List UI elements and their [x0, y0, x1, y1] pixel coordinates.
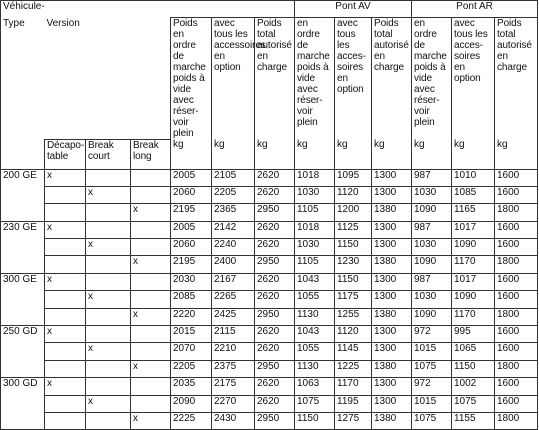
table-row — [1, 186, 538, 203]
weight-value: 2142 — [212, 221, 255, 238]
table-row — [1, 291, 538, 308]
weight-value: 2950 — [255, 308, 295, 325]
weight-value: 1300 — [372, 378, 412, 395]
break-long-mark — [131, 239, 171, 256]
decapotable-header: Décapo-table — [45, 139, 86, 169]
weight-value: 2375 — [212, 360, 255, 377]
decapotable-mark — [45, 239, 86, 256]
break-long-mark — [131, 291, 171, 308]
weight-value: 2005 — [171, 221, 212, 238]
kg-unit: kg — [171, 139, 212, 169]
weight-value: 1600 — [495, 239, 538, 256]
weight-value: 1018 — [295, 169, 335, 186]
weight-value: 1017 — [452, 221, 495, 238]
weight-value: 1030 — [412, 186, 452, 203]
weight-value: 2205 — [171, 360, 212, 377]
break-court-mark — [86, 326, 131, 343]
weight-value: 2205 — [212, 186, 255, 203]
weight-value: 1105 — [295, 256, 335, 273]
avec-accessoires-header: avec tous les accessoires en option — [212, 18, 255, 140]
weight-value: 1255 — [335, 308, 372, 325]
weight-value: 1150 — [295, 412, 335, 429]
ar-poids-total-header: Poids total autorisé en charge — [495, 18, 538, 140]
weight-value: 1600 — [495, 221, 538, 238]
weight-value: 1120 — [335, 186, 372, 203]
weight-value: 1043 — [295, 273, 335, 290]
weight-value: 1002 — [452, 378, 495, 395]
break-court-mark — [86, 412, 131, 429]
weight-value: 2425 — [212, 308, 255, 325]
decapotable-mark: x — [45, 221, 86, 238]
weight-value: 2430 — [212, 412, 255, 429]
weight-value: 2195 — [171, 256, 212, 273]
weight-value: 1380 — [372, 308, 412, 325]
decapotable-mark: x — [45, 169, 86, 186]
weight-value: 1010 — [452, 169, 495, 186]
break-long-mark — [131, 273, 171, 290]
decapotable-mark — [45, 256, 86, 273]
weight-value: 2620 — [255, 378, 295, 395]
weight-value: 1063 — [295, 378, 335, 395]
weight-value: 2035 — [171, 378, 212, 395]
break-court-mark: x — [86, 239, 131, 256]
weight-value: 2115 — [212, 326, 255, 343]
kg-unit: kg — [372, 139, 412, 169]
weight-value: 1150 — [452, 360, 495, 377]
weight-value: 1075 — [452, 395, 495, 412]
weight-value: 2950 — [255, 204, 295, 221]
av-poids-total-header: Poids total autorisé en charge — [372, 18, 412, 140]
weight-value: 1600 — [495, 169, 538, 186]
weight-value: 2950 — [255, 256, 295, 273]
weight-value: 2620 — [255, 239, 295, 256]
weight-value: 2015 — [171, 326, 212, 343]
weight-value: 2175 — [212, 378, 255, 395]
break-long-mark: x — [131, 204, 171, 221]
weight-value: 1155 — [452, 412, 495, 429]
weight-value: 1125 — [335, 221, 372, 238]
weight-value: 1225 — [335, 360, 372, 377]
weight-value: 1075 — [412, 360, 452, 377]
break-court-mark — [86, 308, 131, 325]
weight-value: 1200 — [335, 204, 372, 221]
weight-value: 1600 — [495, 378, 538, 395]
weight-value: 987 — [412, 273, 452, 290]
weight-value: 1175 — [335, 291, 372, 308]
weight-value: 1075 — [295, 395, 335, 412]
weight-value: 1600 — [495, 326, 538, 343]
weight-value: 1030 — [412, 291, 452, 308]
weight-value: 1170 — [452, 256, 495, 273]
kg-unit: kg — [495, 139, 538, 169]
weight-value: 1300 — [372, 169, 412, 186]
weight-value: 1600 — [495, 291, 538, 308]
weight-value: 2620 — [255, 343, 295, 360]
break-long-mark: x — [131, 360, 171, 377]
weight-value: 1300 — [372, 326, 412, 343]
type-header — [1, 18, 45, 170]
weight-value: 1090 — [412, 204, 452, 221]
weight-value: 1300 — [372, 395, 412, 412]
vehicle-type: 230 GE — [1, 221, 45, 273]
kg-unit: kg — [212, 139, 255, 169]
weight-value: 2620 — [255, 186, 295, 203]
weight-value: 1085 — [452, 186, 495, 203]
table-row — [1, 221, 538, 238]
weight-value: 2030 — [171, 273, 212, 290]
break-long-mark: x — [131, 308, 171, 325]
break-court-mark — [86, 256, 131, 273]
weight-value: 2195 — [171, 204, 212, 221]
decapotable-mark — [45, 308, 86, 325]
table-row — [1, 326, 538, 343]
vehicle-header: Véhicule- — [1, 1, 295, 18]
weight-value: 1600 — [495, 343, 538, 360]
vehicle-type: 200 GE — [1, 169, 45, 221]
weight-value: 1017 — [452, 273, 495, 290]
poids-marche-header: Poids en ordre de marche poids à vide avec réser-voir plein — [171, 18, 212, 140]
poids-total-header: Poids total autorisé en charge — [255, 18, 295, 140]
weight-value: 1800 — [495, 360, 538, 377]
weight-value: 2060 — [171, 186, 212, 203]
break-court-mark: x — [86, 186, 131, 203]
table-row — [1, 360, 538, 377]
weight-value: 2090 — [171, 395, 212, 412]
weight-value: 1170 — [452, 308, 495, 325]
weight-value: 1800 — [495, 204, 538, 221]
weight-value: 1275 — [335, 412, 372, 429]
weight-value: 2220 — [171, 308, 212, 325]
version-header — [45, 18, 171, 140]
weight-value: 1065 — [452, 343, 495, 360]
ar-ordre-marche-header: en ordre de marche poids à vide avec réser-voir plein — [412, 18, 452, 140]
weight-value: 1800 — [495, 412, 538, 429]
weight-value: 2950 — [255, 360, 295, 377]
weight-value: 2620 — [255, 326, 295, 343]
weight-value: 1145 — [335, 343, 372, 360]
weight-value: 1600 — [495, 395, 538, 412]
weight-value: 1030 — [295, 186, 335, 203]
weight-value: 1380 — [372, 360, 412, 377]
table-row — [1, 412, 538, 429]
break-court-mark — [86, 221, 131, 238]
weight-value: 1018 — [295, 221, 335, 238]
decapotable-mark — [45, 343, 86, 360]
weight-value: 2620 — [255, 221, 295, 238]
break-court-mark: x — [86, 291, 131, 308]
weight-value: 1380 — [372, 204, 412, 221]
break-long-mark — [131, 395, 171, 412]
table-row — [1, 395, 538, 412]
weight-value: 2620 — [255, 169, 295, 186]
weight-value: 1380 — [372, 256, 412, 273]
table-row — [1, 343, 538, 360]
table-row — [1, 204, 538, 221]
weight-value: 2240 — [212, 239, 255, 256]
weight-value: 1300 — [372, 186, 412, 203]
weight-value: 1800 — [495, 256, 538, 273]
break-court-mark — [86, 360, 131, 377]
table-row — [1, 256, 538, 273]
kg-unit: kg — [412, 139, 452, 169]
weight-value: 972 — [412, 378, 452, 395]
weight-value: 995 — [452, 326, 495, 343]
kg-unit: kg — [295, 139, 335, 169]
weight-value: 1300 — [372, 221, 412, 238]
weight-value: 1120 — [335, 326, 372, 343]
vehicle-type: 300 GD — [1, 378, 45, 430]
weight-value: 2950 — [255, 412, 295, 429]
break-court-mark — [86, 204, 131, 221]
decapotable-mark: x — [45, 273, 86, 290]
vehicle-type: 300 GE — [1, 273, 45, 325]
break-long-mark — [131, 343, 171, 360]
decapotable-mark — [45, 412, 86, 429]
weight-value: 1043 — [295, 326, 335, 343]
decapotable-mark — [45, 395, 86, 412]
pont-ar-header: Pont AR — [412, 1, 538, 18]
weight-value: 1150 — [335, 273, 372, 290]
weight-value: 1195 — [335, 395, 372, 412]
decapotable-mark — [45, 291, 86, 308]
weight-value: 2620 — [255, 291, 295, 308]
weight-value: 2265 — [212, 291, 255, 308]
break-long-mark — [131, 326, 171, 343]
break-court-mark — [86, 273, 131, 290]
weight-value: 1230 — [335, 256, 372, 273]
break-court-mark — [86, 169, 131, 186]
weight-value: 1090 — [452, 239, 495, 256]
weight-value: 1800 — [495, 308, 538, 325]
weight-value: 1300 — [372, 239, 412, 256]
weight-value: 2060 — [171, 239, 212, 256]
weight-value: 1015 — [412, 395, 452, 412]
table-row — [1, 273, 538, 290]
decapotable-mark: x — [45, 378, 86, 395]
weight-value: 1165 — [452, 204, 495, 221]
table-row — [1, 239, 538, 256]
weight-value: 1380 — [372, 412, 412, 429]
vehicle-type: 250 GD — [1, 326, 45, 378]
weight-value: 2085 — [171, 291, 212, 308]
weight-value: 2167 — [212, 273, 255, 290]
break-long-mark — [131, 186, 171, 203]
weight-value: 1075 — [412, 412, 452, 429]
weight-value: 2070 — [171, 343, 212, 360]
weight-value: 2365 — [212, 204, 255, 221]
table-row — [1, 378, 538, 395]
break-court-mark — [86, 378, 131, 395]
weight-value: 972 — [412, 326, 452, 343]
decapotable-mark — [45, 186, 86, 203]
weight-value: 1170 — [335, 378, 372, 395]
weight-value: 1030 — [295, 239, 335, 256]
break-court-mark: x — [86, 343, 131, 360]
break-long-mark: x — [131, 412, 171, 429]
weight-value: 1600 — [495, 186, 538, 203]
weight-value: 1015 — [412, 343, 452, 360]
weight-value: 1150 — [335, 239, 372, 256]
weight-value: 1090 — [412, 256, 452, 273]
weight-value: 2400 — [212, 256, 255, 273]
decapotable-mark: x — [45, 326, 86, 343]
break-long-mark — [131, 169, 171, 186]
weight-value: 1030 — [412, 239, 452, 256]
weight-value: 2620 — [255, 395, 295, 412]
weight-value: 1300 — [372, 343, 412, 360]
pont-av-header: Pont AV — [295, 1, 412, 18]
kg-unit: kg — [452, 139, 495, 169]
weight-value: 1105 — [295, 204, 335, 221]
ar-accessoires-header: avec tous les acces-soires en option — [452, 18, 495, 140]
weight-value: 1090 — [412, 308, 452, 325]
table-row — [1, 169, 538, 186]
weight-value: 987 — [412, 169, 452, 186]
weight-value: 2105 — [212, 169, 255, 186]
break-long-mark: x — [131, 256, 171, 273]
av-ordre-marche-header: en ordre de marche poids à vide avec réser-voir plein — [295, 18, 335, 140]
weight-value: 2005 — [171, 169, 212, 186]
weight-value: 1130 — [295, 308, 335, 325]
weight-value: 1090 — [452, 291, 495, 308]
type-header-label: Type — [3, 17, 25, 29]
weight-value: 1130 — [295, 360, 335, 377]
av-accessoires-header: avec tous les acces-soires en option — [335, 18, 372, 140]
weight-value: 1600 — [495, 273, 538, 290]
decapotable-mark — [45, 360, 86, 377]
weight-value: 2620 — [255, 273, 295, 290]
weight-value: 1055 — [295, 343, 335, 360]
weight-value: 1300 — [372, 291, 412, 308]
break-court-header: Break court — [86, 139, 131, 169]
weight-value: 2270 — [212, 395, 255, 412]
table-row — [1, 308, 538, 325]
break-court-mark: x — [86, 395, 131, 412]
weight-value: 2210 — [212, 343, 255, 360]
weight-value: 2225 — [171, 412, 212, 429]
weight-value: 1055 — [295, 291, 335, 308]
decapotable-mark — [45, 204, 86, 221]
weight-value: 987 — [412, 221, 452, 238]
weight-value: 1095 — [335, 169, 372, 186]
weight-value: 1300 — [372, 273, 412, 290]
break-long-mark — [131, 221, 171, 238]
version-header-label: Version — [46, 17, 80, 29]
kg-unit: kg — [335, 139, 372, 169]
break-long-mark — [131, 378, 171, 395]
kg-unit: kg — [255, 139, 295, 169]
break-long-header: Break long — [131, 139, 171, 169]
